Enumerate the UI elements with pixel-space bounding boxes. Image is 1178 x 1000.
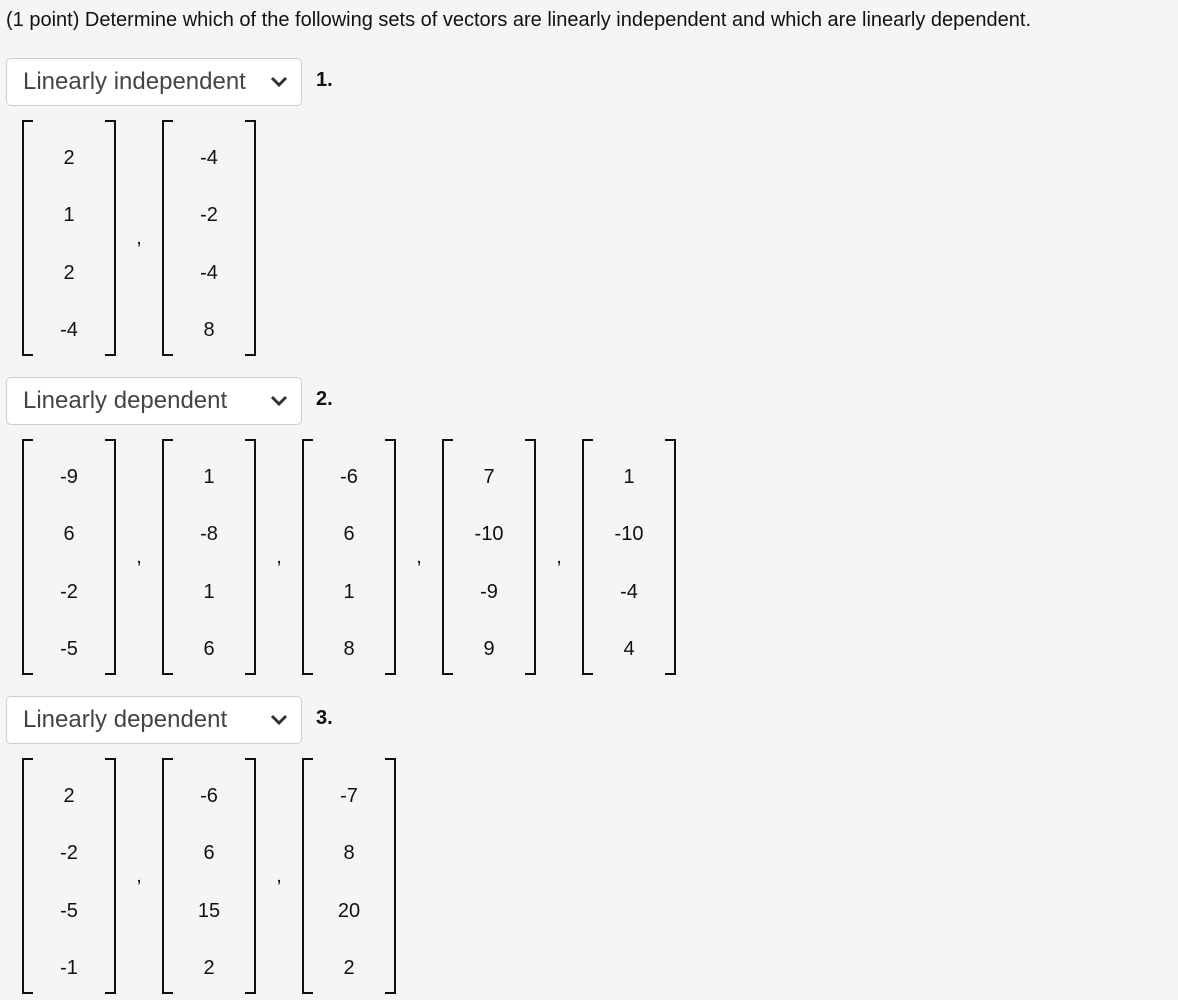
vector-entry: -2 [60,581,78,603]
column-vector [22,120,116,356]
vector-entry: -4 [60,319,78,341]
vector-entry: -10 [614,523,644,545]
vector-entry: -9 [60,466,78,488]
answer-row [6,58,333,106]
vector-entry: -2 [200,204,218,226]
vector-entry: 4 [623,638,635,660]
vector-entry: -8 [200,523,218,545]
vector-entry: -4 [200,262,218,284]
vector-entry: -7 [340,785,358,807]
problem-3 [6,696,396,994]
answer-row [6,377,676,425]
vector-entry: -6 [200,785,218,807]
chevron-down-icon [269,394,289,408]
answer-select-value: Linearly independent [23,68,246,95]
vector-entry: 7 [483,466,495,488]
column-vector [162,439,256,675]
answer-select-value: Linearly dependent [23,706,228,733]
vector-entry: 6 [203,638,215,660]
vector-entry: 1 [623,466,635,488]
chevron-down-icon [269,75,289,89]
comma-separator: , [556,545,562,568]
vector-set-2 [22,439,676,675]
vector-entry: 2 [63,262,75,284]
vector-entry: 8 [343,638,355,660]
comma-separator: , [276,545,282,568]
answer-select-1[interactable] [6,58,302,106]
vector-set-1 [22,120,333,356]
answer-select-value: Linearly dependent [23,387,228,414]
vector-entry: 1 [63,204,75,226]
comma-separator: , [416,545,422,568]
vector-entry: 1 [203,581,215,603]
column-vector [22,439,116,675]
comma-separator: , [136,864,142,887]
vector-entry: -2 [60,842,78,864]
question-text: (1 point) Determine which of the following sets of vectors are linearly independent and which are linearly dependent. [6,9,1032,31]
vector-entry: 2 [203,957,215,979]
column-vector [302,439,396,675]
vector-entry: 15 [197,900,221,922]
vector-set-3 [22,758,396,994]
vector-entry: -5 [60,900,78,922]
vector-entry: 2 [343,957,355,979]
column-vector [582,439,676,675]
vector-entry: 2 [63,785,75,807]
vector-entry: -1 [60,957,78,979]
column-vector [442,439,536,675]
answer-row [6,696,396,744]
vector-entry: 2 [63,147,75,169]
comma-separator: , [136,545,142,568]
vector-entry: -5 [60,638,78,660]
column-vector [162,120,256,356]
vector-entry: 20 [337,900,361,922]
chevron-down-icon [269,713,289,727]
vector-entry: 6 [343,523,355,545]
vector-entry: 1 [343,581,355,603]
vector-entry: 8 [343,842,355,864]
vector-entry: -10 [474,523,504,545]
vector-entry: -6 [340,466,358,488]
problem-number: 2. [316,387,333,410]
problem-1 [6,58,333,356]
answer-select-2[interactable] [6,377,302,425]
column-vector [302,758,396,994]
vector-entry: -4 [620,581,638,603]
answer-select-3[interactable] [6,696,302,744]
vector-entry: 1 [203,466,215,488]
problem-number: 1. [316,68,333,91]
vector-entry: 8 [203,319,215,341]
vector-entry: 9 [483,638,495,660]
vector-entry: -4 [200,147,218,169]
problem-number: 3. [316,706,333,729]
vector-entry: -9 [480,581,498,603]
vector-entry: 6 [203,842,215,864]
comma-separator: , [136,226,142,249]
column-vector [22,758,116,994]
comma-separator: , [276,864,282,887]
vector-entry: 6 [63,523,75,545]
problem-2 [6,377,676,675]
column-vector [162,758,256,994]
